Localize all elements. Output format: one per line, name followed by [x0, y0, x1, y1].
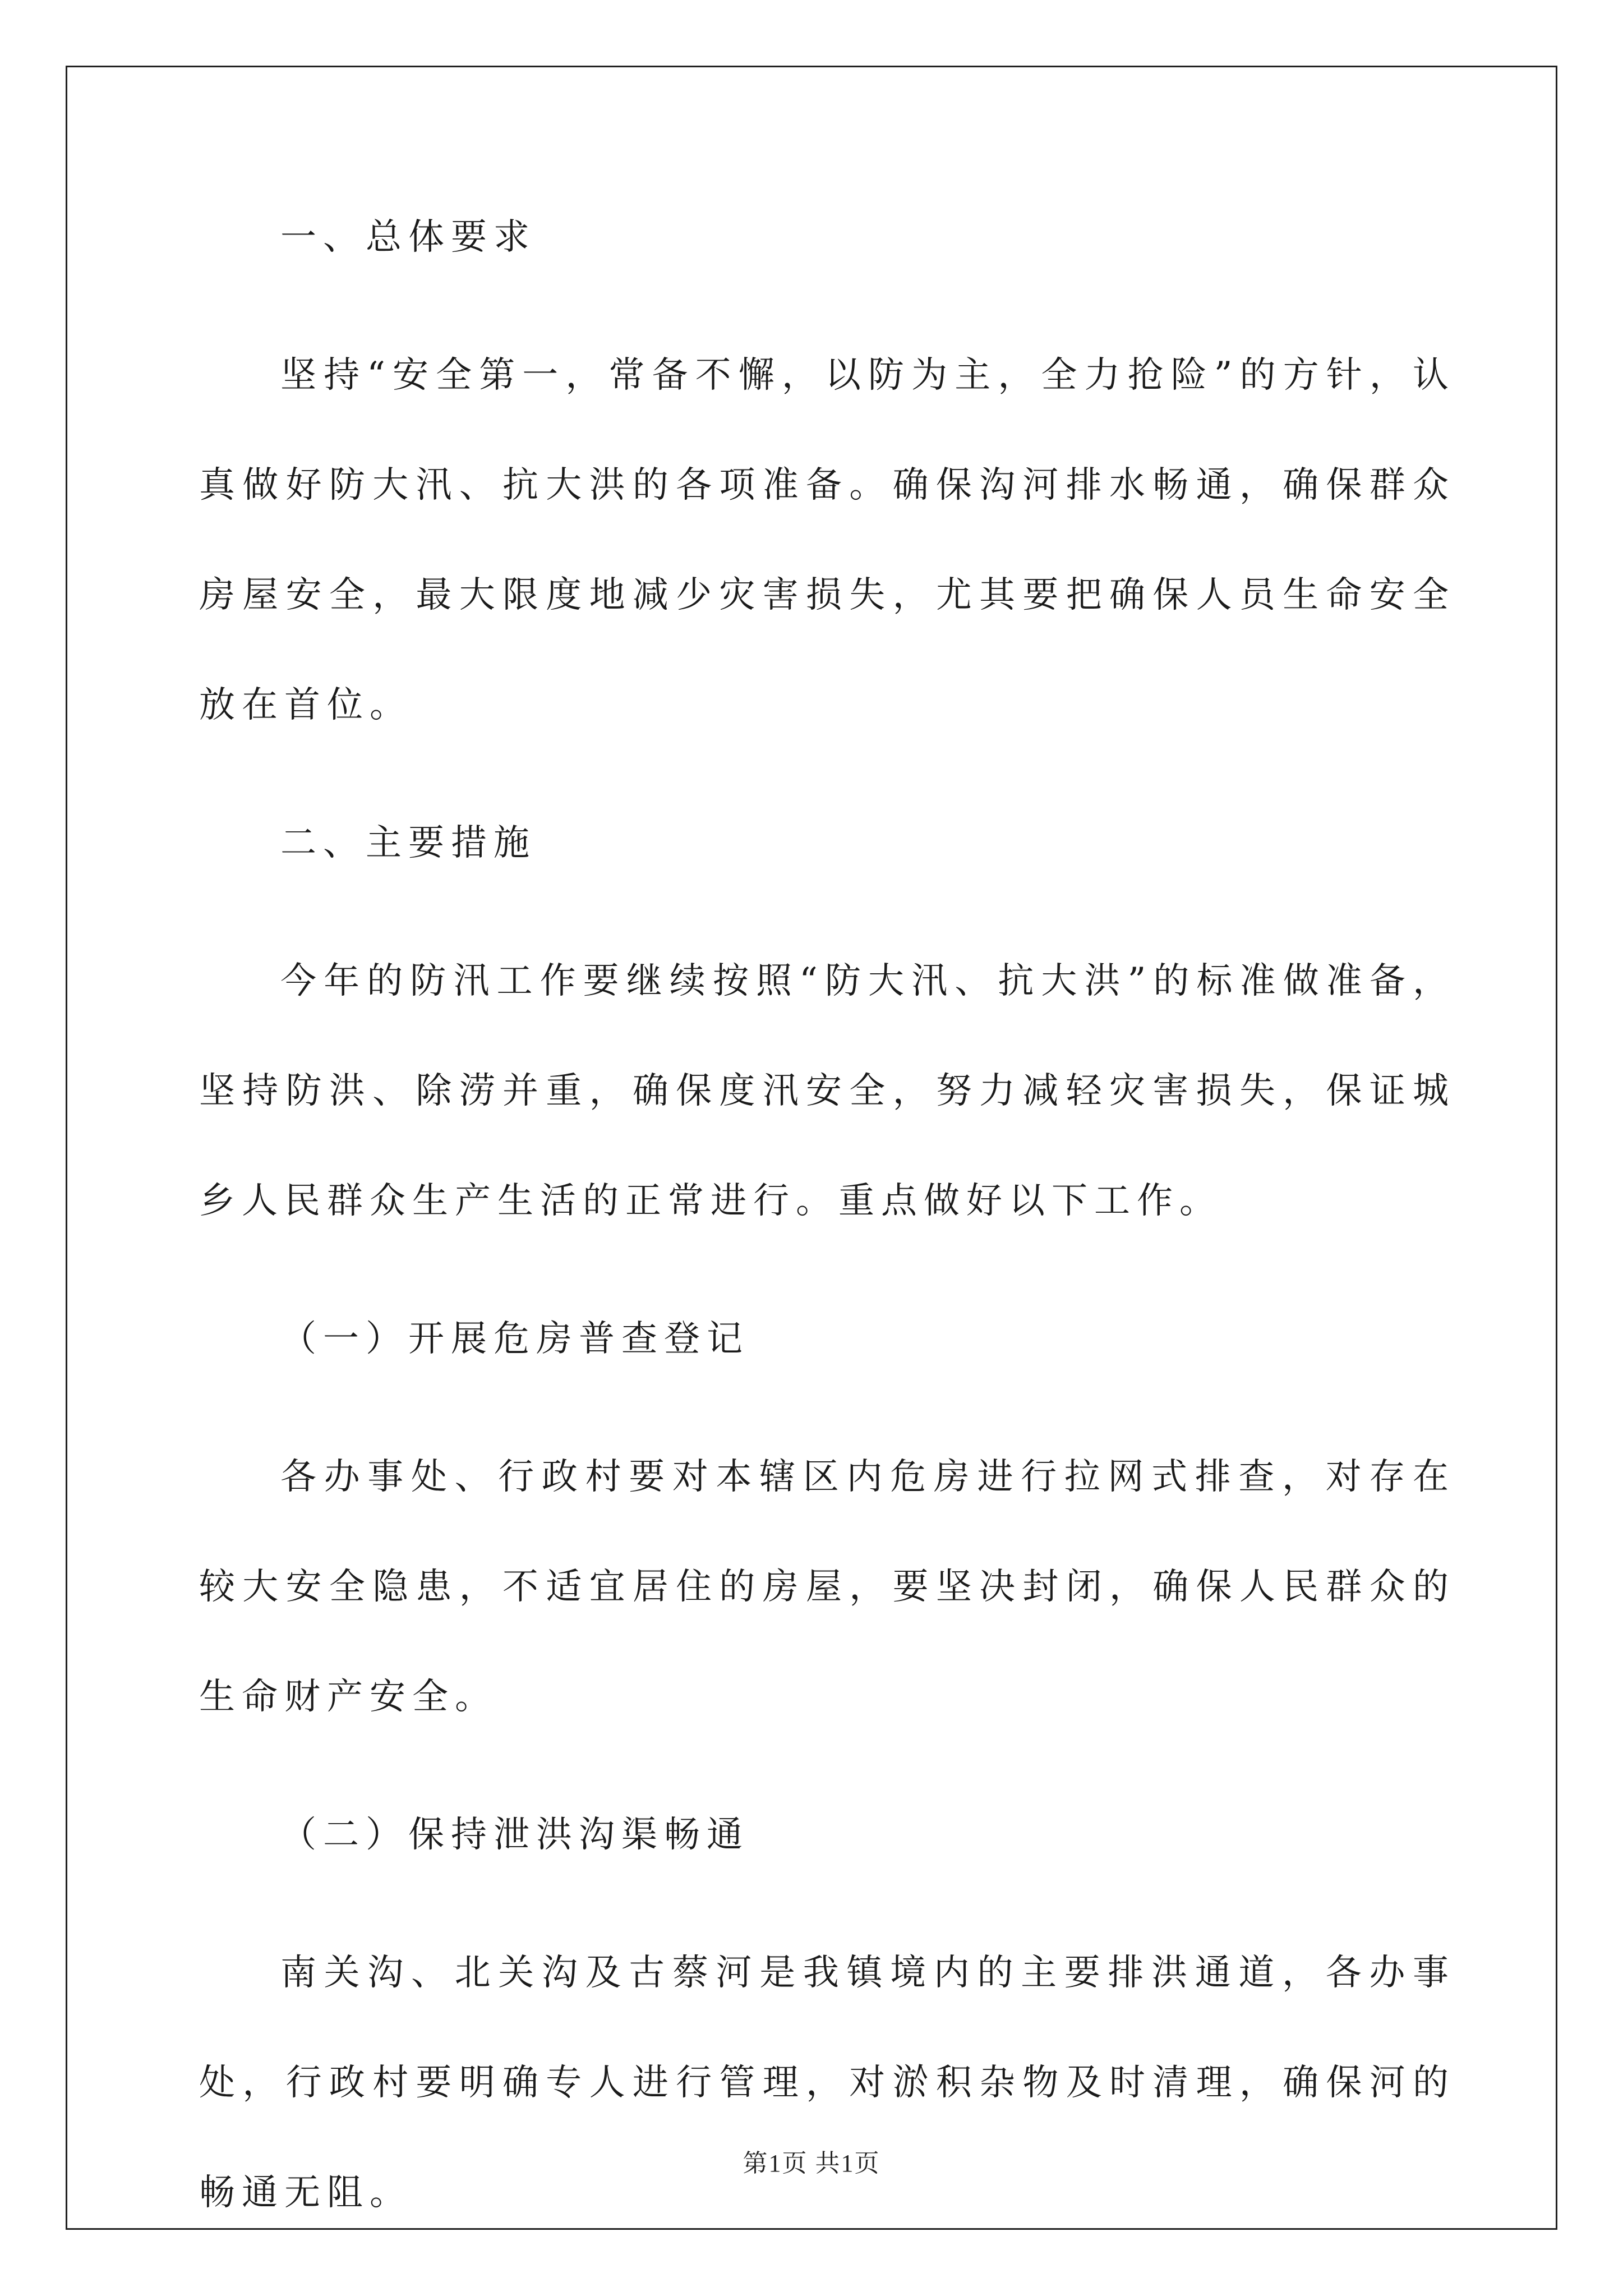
paragraph-general-requirements: 坚持“安全第一，常备不懈，以防为主，全力抢险”的方针，认真做好防大汛、抗大洪的各项准备。确保沟河排水畅通，确保群众房屋安全，最大限度地减少灾害损失，尤其要把确保人员生命安全放在首位。 — [199, 355, 1455, 726]
paragraph-main-measures: 今年的防汛工作要继续按照“防大汛、抗大洪”的标准做准备，坚持防洪、除涝并重，确保度汛安全，努力减轻灾害损失，保证城乡人民群众生产生活的正常进行。重点做好以下工作。 — [199, 960, 1455, 1222]
document-body — [199, 210, 1455, 2248]
paragraph-drainage-channels: 南关沟、北关沟及古蔡河是我镇境内的主要排洪通道，各办事处，行政村要明确专人进行管理，对淤积杂物及时清理，确保河的畅通无阻。 — [199, 1952, 1455, 2214]
section-heading-general-requirements: 一、总体要求 — [280, 217, 536, 258]
section-heading-main-measures: 二、主要措施 — [280, 822, 536, 864]
paragraph-dangerous-house-survey: 各办事处、行政村要对本辖区内危房进行拉网式排查，对存在较大安全隐患，不适宜居住的房屋，要坚决封闭，确保人民群众的生命财产安全。 — [199, 1456, 1455, 1718]
subheading-dangerous-house-survey: （一）开展危房普查登记 — [280, 1318, 749, 1360]
page-number-footer: 第1页 共1页 — [743, 2150, 880, 2177]
subheading-drainage-channels: （二）保持泄洪沟渠畅通 — [280, 1814, 749, 1856]
